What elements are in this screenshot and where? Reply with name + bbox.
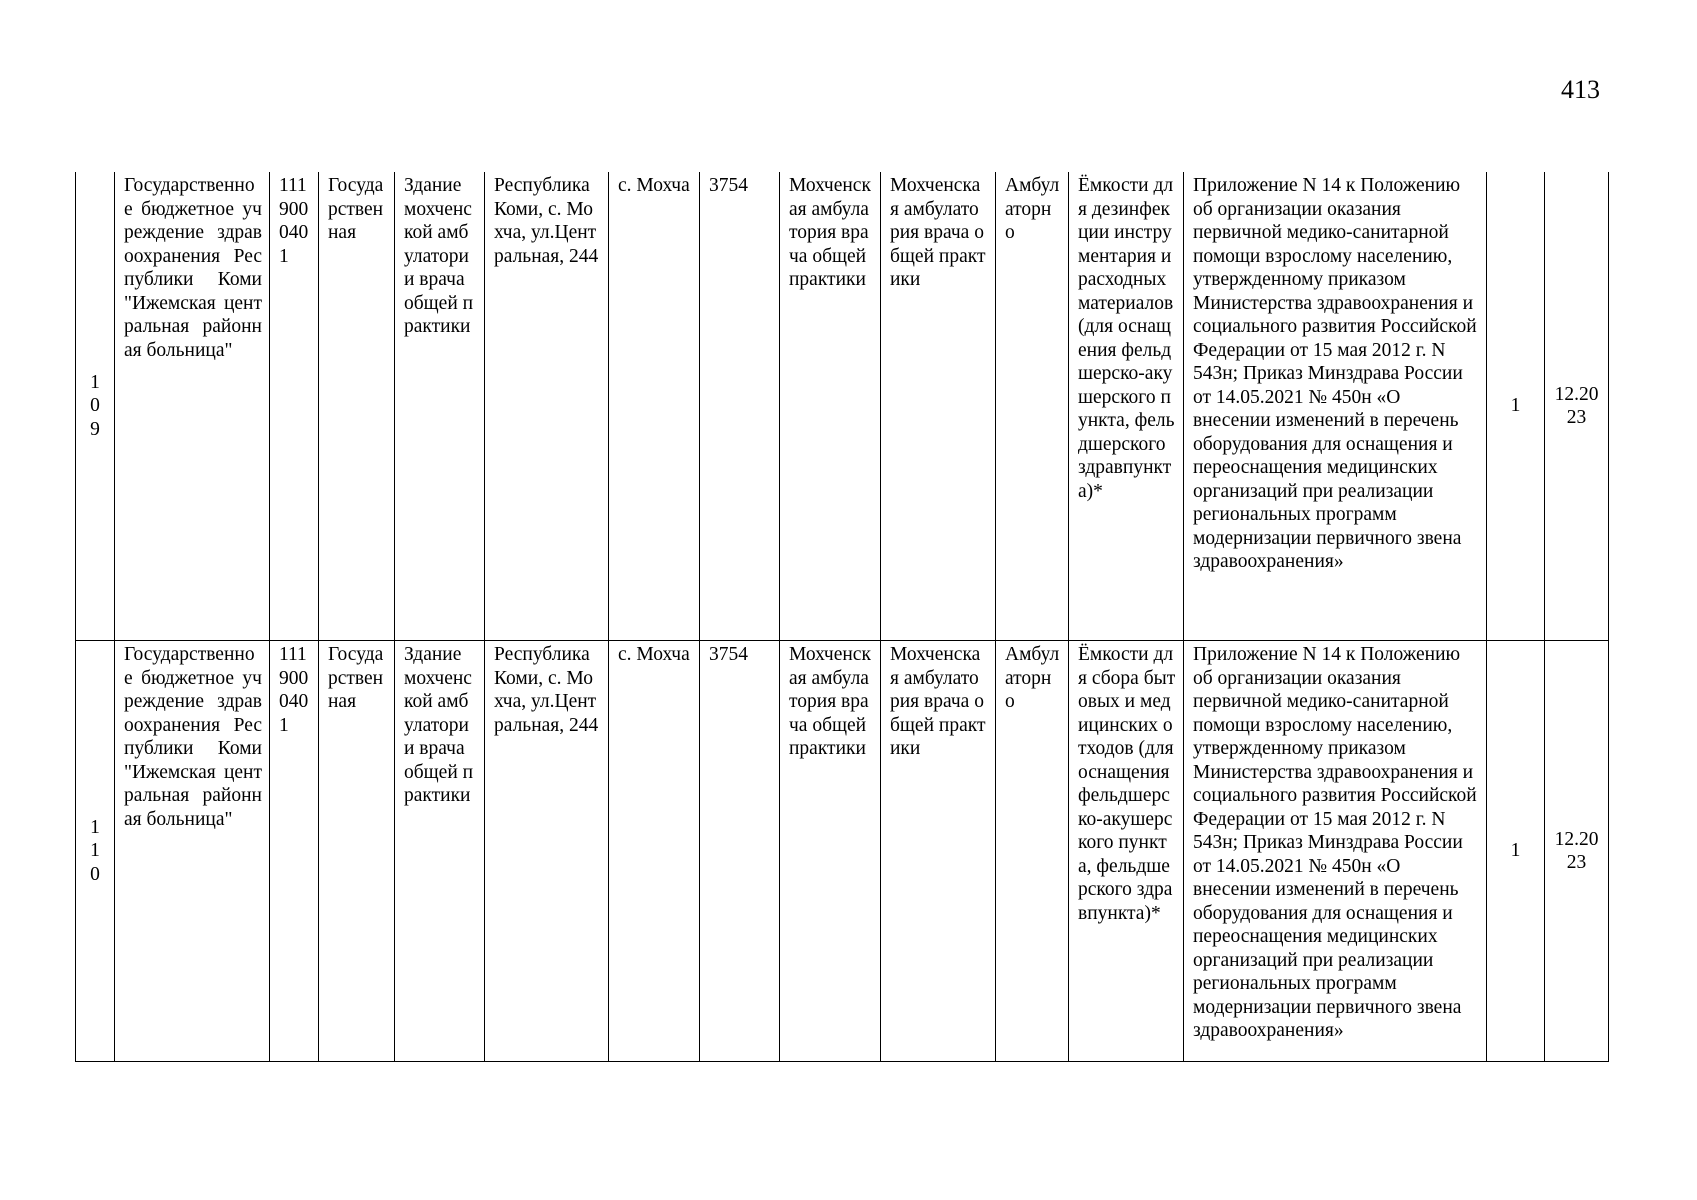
- unit-cell: Мохченская амбулатория врача общей практики: [780, 172, 881, 641]
- equipment-registry-table: [75, 172, 1609, 1062]
- care-type-cell: Амбулаторно: [996, 641, 1069, 1062]
- code-cell: 1119000401: [270, 641, 319, 1062]
- row-number: 109: [90, 371, 100, 440]
- equipment-cell: Ёмкости для сбора бытовых и медицинских отходов (для оснащения фельдшерско-акушерского пункта, фельдшерского здравпункта)*: [1069, 641, 1184, 1062]
- department-cell: Мохченская амбулатория врача общей практики: [881, 172, 996, 641]
- date-cell: 12.2023: [1545, 172, 1609, 641]
- equipment-cell: Ёмкости для дезинфекции инструментария и расходных материалов (для оснащения фельдшерско-акушерского пункта, фельдшерского здравпункта)*: [1069, 172, 1184, 641]
- department-cell: Мохченская амбулатория врача общей практики: [881, 641, 996, 1062]
- building-cell: Здание мохченской амбулатории врача общей практики: [395, 172, 485, 641]
- locality-cell: с. Мохча: [609, 172, 700, 641]
- address-cell: Республика Коми, с. Мохча, ул.Центральная, 244: [485, 172, 609, 641]
- building-cell: Здание мохченской амбулатории врача общей практики: [395, 641, 485, 1062]
- organization-cell: Государственное бюджетное учреждение здравоохранения Республики Коми "Ижемская центральная районная больница": [115, 172, 270, 641]
- index-cell: 3754: [700, 172, 780, 641]
- index-cell: 3754: [700, 641, 780, 1062]
- quantity-cell: 1: [1487, 641, 1545, 1062]
- organization-cell: Государственное бюджетное учреждение здравоохранения Республики Коми "Ижемская центральная районная больница": [115, 641, 270, 1062]
- basis-cell: Приложение N 14 к Положению об организации оказания первичной медико-санитарной помощи взрослому населению, утвержденному приказом Министерства здравоохранения и социального развития Российской Федерации от 15 мая 2012 г. N 543н; Приказ Минздрава России от 14.05.2021 № 450н «О внесении изменений в перечень оборудования для оснащения и переоснащения медицинских организаций при реализации региональных программ модернизации первичного звена здравоохранения»: [1184, 641, 1487, 1062]
- care-type-cell: Амбулаторно: [996, 172, 1069, 641]
- quantity-cell: 1: [1487, 172, 1545, 641]
- table-row: [76, 641, 1609, 1062]
- code-cell: 1119000401: [270, 172, 319, 641]
- page-number: 413: [1561, 75, 1600, 104]
- row-number: 110: [90, 816, 100, 885]
- unit-cell: Мохченская амбулатория врача общей практики: [780, 641, 881, 1062]
- locality-cell: с. Мохча: [609, 641, 700, 1062]
- address-cell: Республика Коми, с. Мохча, ул.Центральная, 244: [485, 641, 609, 1062]
- row-number-cell: [76, 641, 115, 1062]
- ownership-cell: Государственная: [319, 172, 395, 641]
- row-number-cell: [76, 172, 115, 641]
- table-row: [76, 172, 1609, 641]
- date-cell: 12.2023: [1545, 641, 1609, 1062]
- basis-cell: Приложение N 14 к Положению об организации оказания первичной медико-санитарной помощи взрослому населению, утвержденному приказом Министерства здравоохранения и социального развития Российской Федерации от 15 мая 2012 г. N 543н; Приказ Минздрава России от 14.05.2021 № 450н «О внесении изменений в перечень оборудования для оснащения и переоснащения медицинских организаций при реализации региональных программ модернизации первичного звена здравоохранения»: [1184, 172, 1487, 641]
- ownership-cell: Государственная: [319, 641, 395, 1062]
